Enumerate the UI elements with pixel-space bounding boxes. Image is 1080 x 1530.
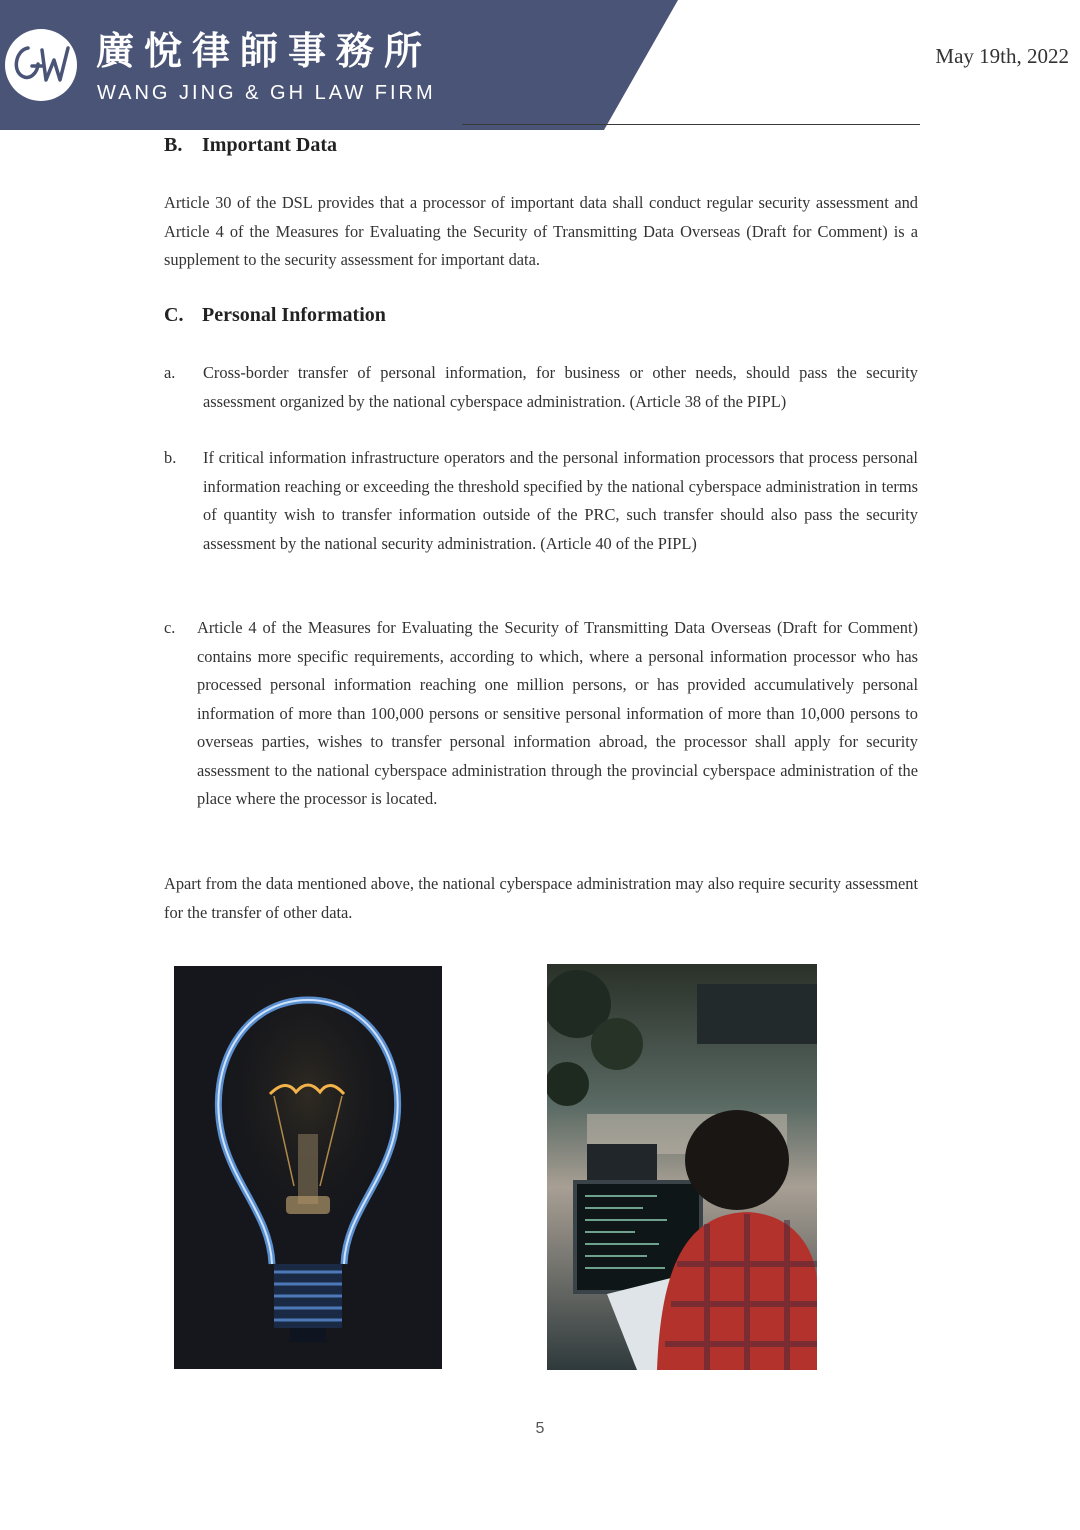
page-number: 5: [535, 1420, 545, 1437]
light-bulb-photo: [174, 966, 442, 1369]
firm-name-chinese: 廣悅律師事務所: [96, 29, 433, 73]
firm-name-english: WANG JING & GH LAW FIRM: [97, 82, 436, 104]
section-c-heading: [164, 304, 386, 327]
section-c-title: Personal Information: [202, 304, 386, 326]
list-marker-a: a.: [164, 363, 176, 382]
list-item-c: [164, 614, 918, 814]
list-item-b-text: If critical information infrastructure operators and the personal information processors that process personal information reaching or exceeding the threshold specified by the national cyberspace administration in terms of quantity wish to transfer information outside of the PRC, such transfer should also pass the security assessment by the national security administration. (Article 40 of the PIPL): [203, 448, 918, 553]
section-b-paragraph: Article 30 of the DSL provides that a processor of important data shall conduct regular security assessment and Article 4 of the Measures for Evaluating the Security of Transmitting Data Overseas (Draft for Comment) is a supplement to the security assessment for important data.: [164, 193, 918, 269]
gjw-monogram-logo-icon: [2, 26, 80, 104]
section-b-heading: [164, 134, 337, 157]
list-item-b: [164, 444, 918, 558]
closing-paragraph: Apart from the data mentioned above, the national cyberspace administration may also require security assessment for the transfer of other data.: [164, 874, 918, 922]
list-item-a: [164, 359, 918, 416]
list-marker-c: c.: [164, 618, 176, 637]
section-b-title: Important Data: [202, 134, 337, 156]
document-date: May 19th, 2022: [935, 44, 1069, 68]
person-at-computer-photo: [547, 964, 817, 1370]
section-c-letter: C.: [164, 304, 184, 326]
section-b-letter: B.: [164, 134, 183, 156]
list-item-a-text: Cross-border transfer of personal information, for business or other needs, should pass the security assessment organized by the national cyberspace administration. (Article 38 of the PIPL): [203, 363, 918, 411]
list-item-c-text: Article 4 of the Measures for Evaluating the Security of Transmitting Data Overseas (Draft for Comment) contains more specific requirements, according to which, where a personal information processor who has processed personal information reaching one million persons, or has provided accumulatively personal information of more than 100,000 persons or sensitive personal information of more than 10,000 persons to overseas parties, wishes to transfer personal information abroad, the processor shall apply for security assessment to the national cyberspace administration through the provincial cyberspace administration of the place where the processor is located.: [197, 618, 918, 808]
list-marker-b: b.: [164, 448, 177, 467]
header-divider: [462, 124, 920, 125]
